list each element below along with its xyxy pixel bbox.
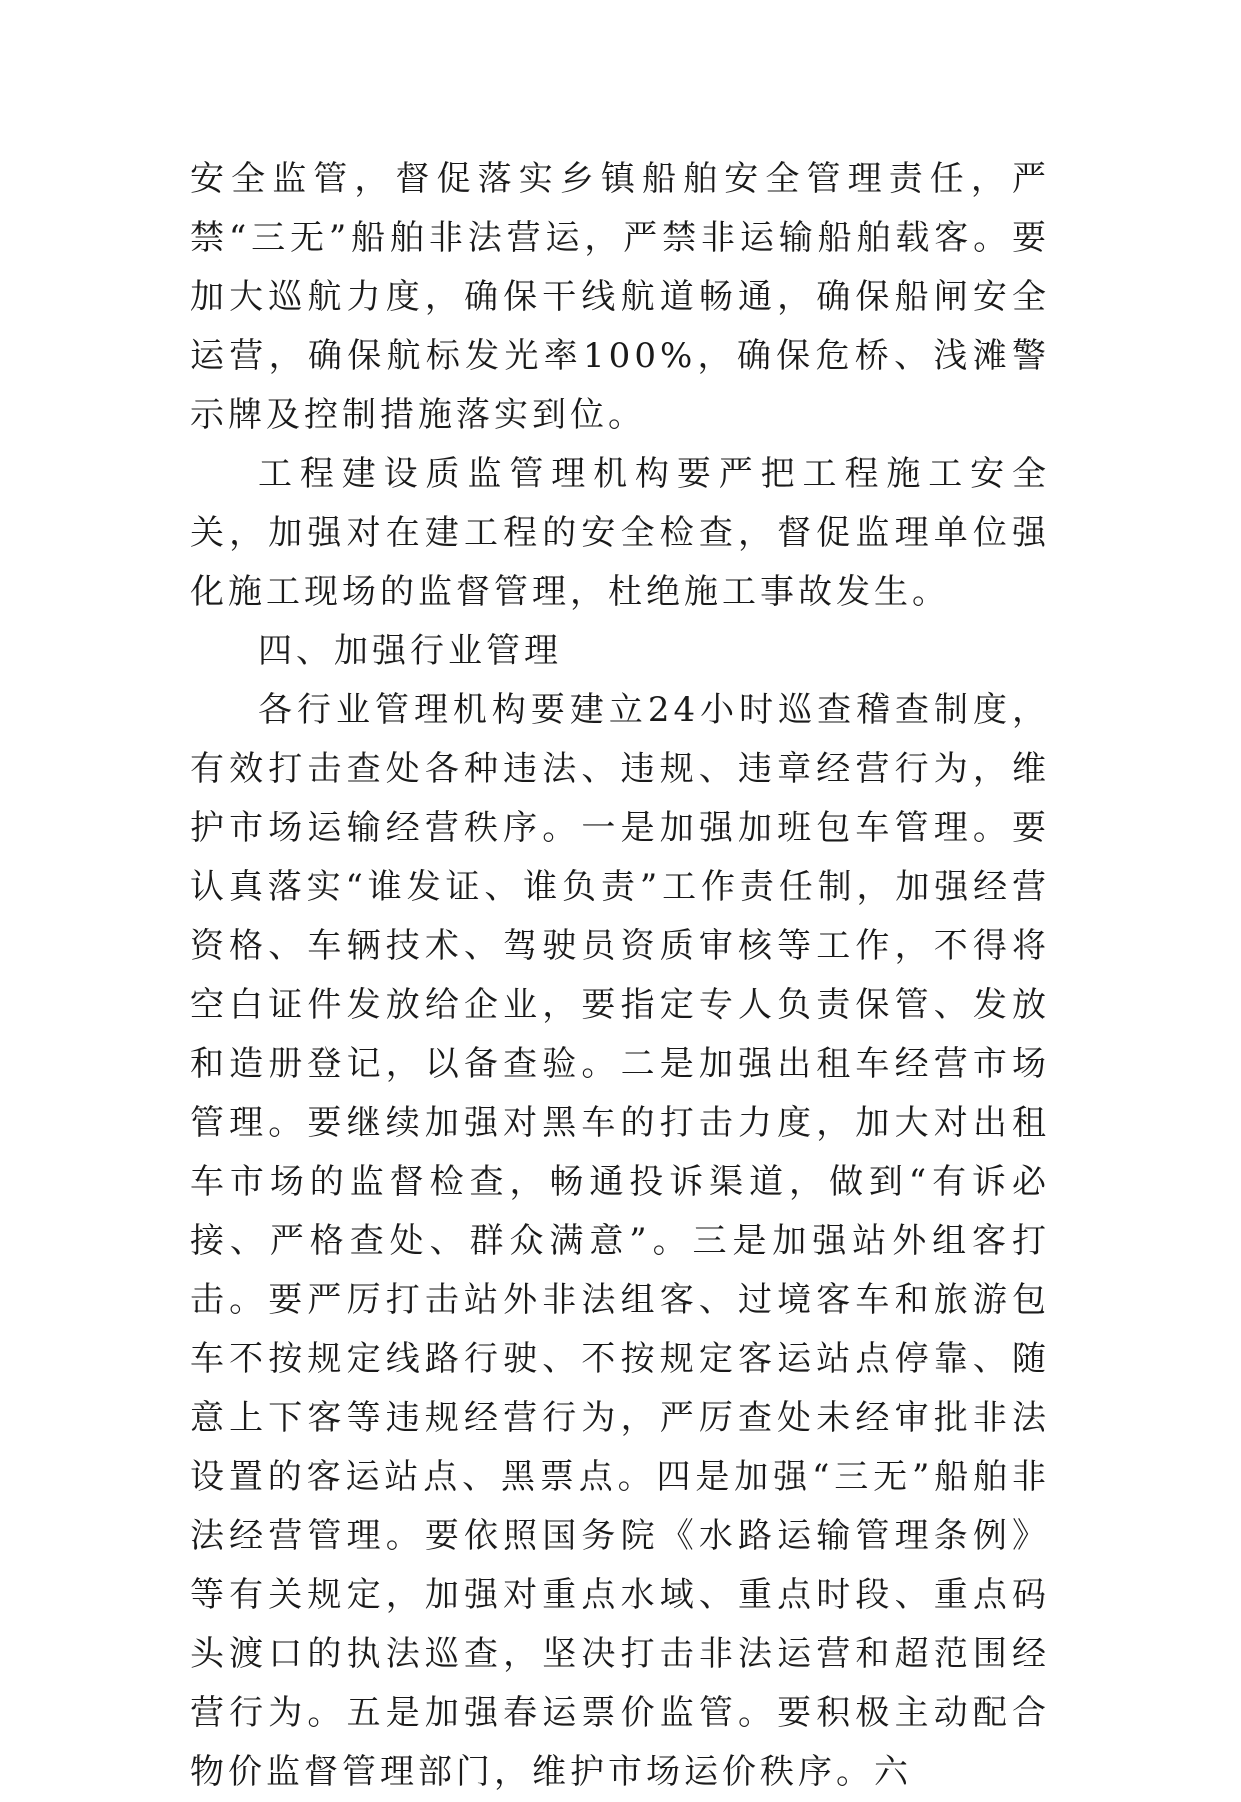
body-text: [190, 150, 1050, 1802]
paragraph-industry-management: 各行业管理机构要建立24小时巡查稽查制度，有效打击查处各种违法、违规、违章经营行为，维护市场运输经营秩序。一是加强加班包车管理。要认真落实“谁发证、谁负责”工作责任制，加强经营资格、车辆技术、驾驶员资质审核等工作，不得将空白证件发放给企业，要指定专人负责保管、发放和造册登记，以备查验。二是加强出租车经营市场管理。要继续加强对黑车的打击力度，加大对出租车市场的监督检查，畅通投诉渠道，做到“有诉必接、严格查处、群众满意”。三是加强站外组客打击。要严厉打击站外非法组客、过境客车和旅游包车不按规定线路行驶、不按规定客运站点停靠、随意上下客等违规经营行为，严厉查处未经审批非法设置的客运站点、黑票点。四是加强“三无”船舶非法经营管理。要依照国务院《水路运输管理条例》等有关规定，加强对重点水域、重点时段、重点码头渡口的执法巡查，坚决打击非法运营和超范围经营行为。五是加强春运票价监管。要积极主动配合物价监督管理部门，维护市场运价秩序。六: [190, 690, 1050, 1792]
paragraph-engineering-quality: 工程建设质监管理机构要严把工程施工安全关，加强对在建工程的安全检查，督促监理单位强化施工现场的监督管理，杜绝施工事故发生。: [190, 454, 1050, 612]
section-heading: 四、加强行业管理: [258, 631, 562, 671]
paragraph-continuation: 安全监管，督促落实乡镇船舶安全管理责任，严禁“三无”船舶非法营运，严禁非运输船舶载客。要加大巡航力度，确保干线航道畅通，确保船闸安全运营，确保航标发光率100%，确保危桥、浅滩警示牌及控制措施落实到位。: [190, 159, 1050, 435]
